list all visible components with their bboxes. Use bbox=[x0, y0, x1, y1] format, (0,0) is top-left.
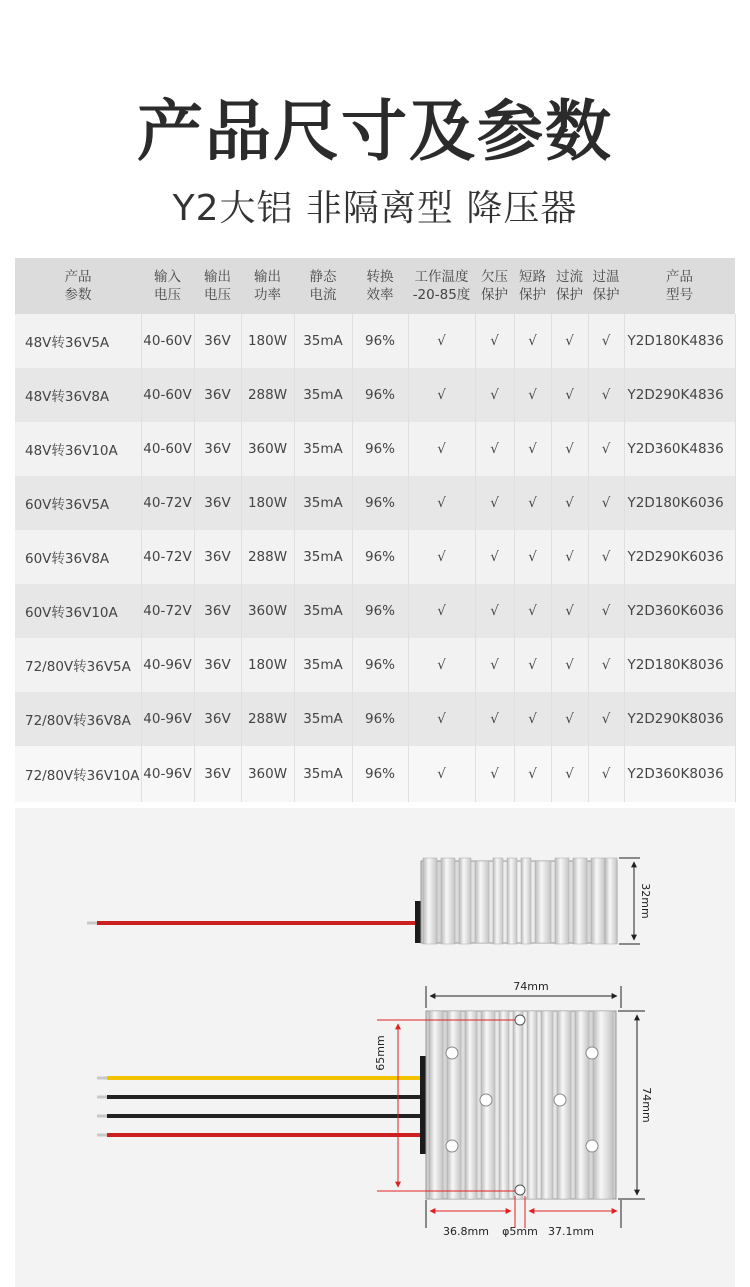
table-cell: 35mA bbox=[294, 368, 352, 422]
table-cell: 35mA bbox=[294, 422, 352, 476]
product-name-cell: 60V转36V10A bbox=[15, 584, 141, 638]
table-cell: √ bbox=[588, 692, 624, 746]
table-cell: 36V bbox=[194, 530, 241, 584]
table-cell: √ bbox=[514, 314, 551, 368]
table-cell: 96% bbox=[352, 746, 408, 802]
table-cell: √ bbox=[475, 530, 514, 584]
table-cell: √ bbox=[588, 584, 624, 638]
table-cell: 180W bbox=[241, 638, 294, 692]
table-header bbox=[15, 258, 735, 314]
header-cell: 工作温度 -20-85度 bbox=[408, 258, 475, 314]
table-row bbox=[15, 530, 735, 584]
header-cell: 过流 保护 bbox=[551, 258, 588, 314]
table-cell: 288W bbox=[241, 530, 294, 584]
table-cell: √ bbox=[551, 422, 588, 476]
header-cell: 输出 电压 bbox=[194, 258, 241, 314]
table-cell: 36V bbox=[194, 368, 241, 422]
table-cell: √ bbox=[588, 530, 624, 584]
table-cell: √ bbox=[408, 368, 475, 422]
table-cell: 40-72V bbox=[141, 530, 194, 584]
table-cell: √ bbox=[408, 692, 475, 746]
table-cell: √ bbox=[588, 476, 624, 530]
mount-label: 65mm bbox=[374, 1035, 387, 1071]
table-cell: √ bbox=[475, 692, 514, 746]
table-body bbox=[15, 314, 735, 802]
table-cell: √ bbox=[551, 746, 588, 802]
height-label: 32mm bbox=[639, 883, 652, 919]
header-cell: 欠压 保护 bbox=[475, 258, 514, 314]
table-cell: 96% bbox=[352, 476, 408, 530]
table-cell: √ bbox=[551, 692, 588, 746]
table-cell: √ bbox=[551, 638, 588, 692]
table-cell: 40-96V bbox=[141, 746, 194, 802]
table-cell: √ bbox=[551, 368, 588, 422]
table-cell: √ bbox=[551, 314, 588, 368]
product-name-cell: 48V转36V10A bbox=[15, 422, 141, 476]
table-cell: 40-60V bbox=[141, 368, 194, 422]
table-row bbox=[15, 584, 735, 638]
table-cell: 96% bbox=[352, 584, 408, 638]
table-cell: 96% bbox=[352, 422, 408, 476]
product-name-cell: 48V转36V8A bbox=[15, 368, 141, 422]
table-cell: 36V bbox=[194, 692, 241, 746]
table-cell: √ bbox=[514, 746, 551, 802]
table-cell: √ bbox=[514, 476, 551, 530]
table-cell: √ bbox=[475, 584, 514, 638]
table-row bbox=[15, 746, 735, 802]
table-cell: 360W bbox=[241, 422, 294, 476]
table-cell: 36V bbox=[194, 314, 241, 368]
page-subtitle: Y2大铝 非隔离型 降压器 bbox=[172, 188, 578, 229]
product-name-cell: 72/80V转36V5A bbox=[15, 638, 141, 692]
table-cell: 40-72V bbox=[141, 584, 194, 638]
table-cell: √ bbox=[475, 368, 514, 422]
mount-hole-top bbox=[515, 1015, 525, 1025]
table-cell: 35mA bbox=[294, 692, 352, 746]
table-cell: √ bbox=[514, 638, 551, 692]
header-row bbox=[15, 258, 735, 314]
left-offset-label: 36.8mm bbox=[443, 1225, 489, 1238]
table-cell: √ bbox=[588, 422, 624, 476]
table-cell: √ bbox=[408, 422, 475, 476]
table-cell: √ bbox=[408, 314, 475, 368]
table-cell: 40-60V bbox=[141, 422, 194, 476]
spec-table bbox=[15, 258, 736, 802]
header-cell: 产品 参数 bbox=[15, 258, 141, 314]
table-cell: √ bbox=[514, 584, 551, 638]
table-cell: 96% bbox=[352, 314, 408, 368]
table-cell: 288W bbox=[241, 692, 294, 746]
side-view bbox=[87, 858, 652, 944]
model-cell: Y2D180K4836 bbox=[624, 314, 735, 368]
table-cell: 360W bbox=[241, 746, 294, 802]
table-cell: 35mA bbox=[294, 530, 352, 584]
table-cell: √ bbox=[408, 530, 475, 584]
table-cell: √ bbox=[475, 638, 514, 692]
table-cell: 96% bbox=[352, 692, 408, 746]
table-cell: 36V bbox=[194, 584, 241, 638]
depth-dimension bbox=[618, 1011, 653, 1199]
table-cell: √ bbox=[588, 638, 624, 692]
top-view bbox=[97, 980, 653, 1238]
table-cell: 40-96V bbox=[141, 692, 194, 746]
table-cell: √ bbox=[551, 476, 588, 530]
mount-hole-bottom bbox=[515, 1185, 525, 1195]
model-cell: Y2D360K6036 bbox=[624, 584, 735, 638]
table-cell: 35mA bbox=[294, 638, 352, 692]
model-cell: Y2D180K8036 bbox=[624, 638, 735, 692]
width-dimension bbox=[426, 980, 621, 1008]
dimension-diagram bbox=[15, 808, 735, 1287]
bottom-dimensions bbox=[426, 1196, 621, 1238]
page-title: 产品尺寸及参数 bbox=[137, 93, 613, 170]
side-grommet bbox=[415, 901, 421, 943]
header-cell: 静态 电流 bbox=[294, 258, 352, 314]
table-cell: 40-60V bbox=[141, 314, 194, 368]
table-cell: 96% bbox=[352, 638, 408, 692]
table-cell: 96% bbox=[352, 368, 408, 422]
table-cell: 96% bbox=[352, 530, 408, 584]
width-label: 74mm bbox=[513, 980, 549, 993]
table-cell: 360W bbox=[241, 584, 294, 638]
table-cell: √ bbox=[514, 692, 551, 746]
header-cell: 转换 效率 bbox=[352, 258, 408, 314]
table-row bbox=[15, 422, 735, 476]
product-name-cell: 72/80V转36V10A bbox=[15, 746, 141, 802]
model-cell: Y2D290K4836 bbox=[624, 368, 735, 422]
right-offset-label: 37.1mm bbox=[548, 1225, 594, 1238]
model-cell: Y2D290K8036 bbox=[624, 692, 735, 746]
table-row bbox=[15, 314, 735, 368]
table-cell: 36V bbox=[194, 422, 241, 476]
table-cell: √ bbox=[588, 368, 624, 422]
table-row bbox=[15, 638, 735, 692]
table-cell: 36V bbox=[194, 638, 241, 692]
table-cell: √ bbox=[551, 530, 588, 584]
product-name-cell: 60V转36V5A bbox=[15, 476, 141, 530]
header-cell: 过温 保护 bbox=[588, 258, 624, 314]
table-cell: √ bbox=[588, 746, 624, 802]
table-cell: √ bbox=[475, 746, 514, 802]
table-cell: √ bbox=[551, 584, 588, 638]
table-cell: 35mA bbox=[294, 314, 352, 368]
top-heatsink-fins bbox=[429, 1011, 613, 1199]
table-cell: 40-96V bbox=[141, 638, 194, 692]
top-wires bbox=[97, 1078, 427, 1135]
table-cell: √ bbox=[475, 476, 514, 530]
header-cell: 输入 电压 bbox=[141, 258, 194, 314]
model-cell: Y2D180K6036 bbox=[624, 476, 735, 530]
table-row bbox=[15, 476, 735, 530]
table-cell: √ bbox=[514, 530, 551, 584]
header-cell: 输出 功率 bbox=[241, 258, 294, 314]
table-cell: 180W bbox=[241, 314, 294, 368]
table-cell: 36V bbox=[194, 476, 241, 530]
table-cell: √ bbox=[475, 314, 514, 368]
model-cell: Y2D290K6036 bbox=[624, 530, 735, 584]
table-cell: √ bbox=[588, 314, 624, 368]
table-row bbox=[15, 692, 735, 746]
table-cell: 35mA bbox=[294, 476, 352, 530]
table-row bbox=[15, 368, 735, 422]
table-cell: 35mA bbox=[294, 746, 352, 802]
model-cell: Y2D360K4836 bbox=[624, 422, 735, 476]
table-cell: √ bbox=[408, 638, 475, 692]
table-cell: √ bbox=[408, 476, 475, 530]
product-name-cell: 48V转36V5A bbox=[15, 314, 141, 368]
table-cell: √ bbox=[514, 422, 551, 476]
table-cell: √ bbox=[408, 746, 475, 802]
hole-diameter-label: φ5mm bbox=[502, 1225, 538, 1238]
table-cell: 180W bbox=[241, 476, 294, 530]
height-dimension bbox=[619, 858, 652, 944]
header-cell: 产品 型号 bbox=[624, 258, 735, 314]
table-cell: 288W bbox=[241, 368, 294, 422]
model-cell: Y2D360K8036 bbox=[624, 746, 735, 802]
table-cell: √ bbox=[408, 584, 475, 638]
table-cell: 40-72V bbox=[141, 476, 194, 530]
header-cell: 短路 保护 bbox=[514, 258, 551, 314]
product-name-cell: 72/80V转36V8A bbox=[15, 692, 141, 746]
table-cell: √ bbox=[475, 422, 514, 476]
table-cell: √ bbox=[514, 368, 551, 422]
table-cell: 35mA bbox=[294, 584, 352, 638]
product-name-cell: 60V转36V8A bbox=[15, 530, 141, 584]
table-cell: 36V bbox=[194, 746, 241, 802]
depth-label: 74mm bbox=[640, 1087, 653, 1123]
